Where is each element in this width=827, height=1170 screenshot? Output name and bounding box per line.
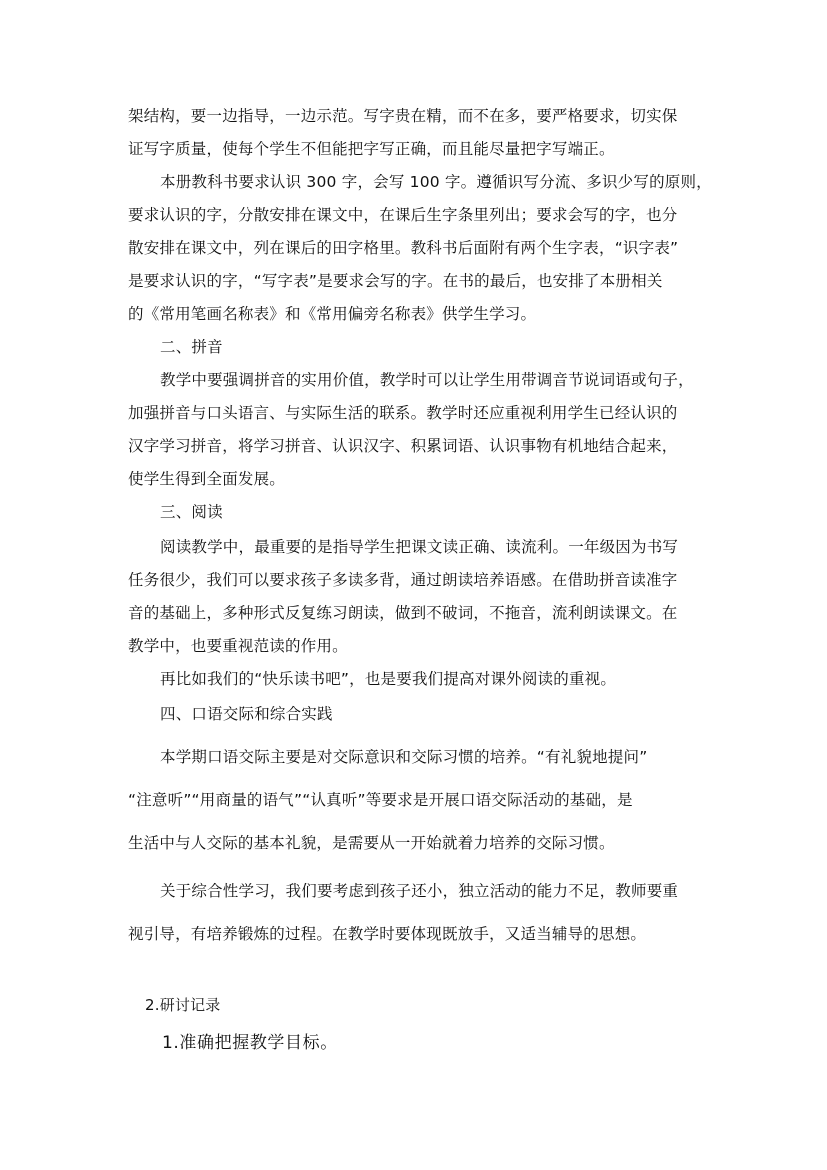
body-line-17: 本学期口语交际主要是对交际意识和交际习惯的培养。“有礼貌地提问” [160,748,648,766]
body-line-10: 汉字学习拼音，将学习拼音、认识汉字、积累词语、认识事物有机地结合起来， [128,437,678,455]
body-line-21: 视引导，有培养锻炼的过程。在教学时要体现既放手，又适当辅导的思想。 [128,925,647,943]
section-heading-reading: 三、阅读 [160,503,223,521]
body-line-19: 生活中与人交际的基本礼貌，是需要从一开始就着力培养的交际习惯。 [128,834,615,852]
subsection-title-discussion: 2.研讨记录 [145,996,221,1014]
body-line-8: 教学中要强调拼音的实用价值，教学时可以让学生用带调音节说词语或句子， [160,371,694,389]
numbered-item-title: 1.准确把握教学目标。 [162,1033,338,1053]
body-line-18: “注意听”“用商量的语气”“认真听”等要求是开展口语交际活动的基础，是 [128,791,633,809]
body-line-16: 再比如我们的“快乐读书吧”，也是要我们提高对课外阅读的重视。 [160,670,617,688]
body-line-5: 散安排在课文中，列在课后的田字格里。教科书后面附有两个生字表，“识字表” [128,239,679,257]
body-line-15: 教学中，也要重视范读的作用。 [128,637,348,655]
body-line-1: 架结构，要一边指导，一边示范。写字贵在精，而不在多，要严格要求，切实保 [128,107,678,125]
body-line-7: 的《常用笔画名称表》和《常用偏旁名称表》供学生学习。 [128,305,537,323]
body-line-11: 使学生得到全面发展。 [128,470,286,488]
section-heading-speaking: 四、口语交际和综合实践 [160,705,333,723]
body-line-20: 关于综合性学习，我们要考虑到孩子还小，独立活动的能力不足，教师要重 [160,882,679,900]
body-line-4: 要求认识的字，分散安排在课文中，在课后生字条里列出；要求会写的字，也分 [128,206,678,224]
body-line-6: 是要求认识的字，“写字表”是要求会写的字。在书的最后，也安排了本册相关 [128,272,663,290]
body-line-3: 本册教科书要求认识 300 字，会写 100 字。遵循识写分流、多识少写的原则， [160,173,712,191]
body-line-9: 加强拼音与口头语言、与实际生活的联系。教学时还应重视利用学生已经认识的 [128,404,678,422]
body-line-14: 音的基础上，多种形式反复练习朗读，做到不破词，不拖音，流利朗读课文。在 [128,604,678,622]
section-heading-pinyin: 二、拼音 [160,338,223,356]
body-line-2: 证写字质量，使每个学生不但能把字写正确，而且能尽量把字写端正。 [128,140,615,158]
body-line-12: 阅读教学中，最重要的是指导学生把课文读正确、读流利。一年级因为书写 [160,538,679,556]
body-line-13: 任务很少，我们可以要求孩子多读多背，通过朗读培养语感。在借助拼音读准字 [128,571,678,589]
